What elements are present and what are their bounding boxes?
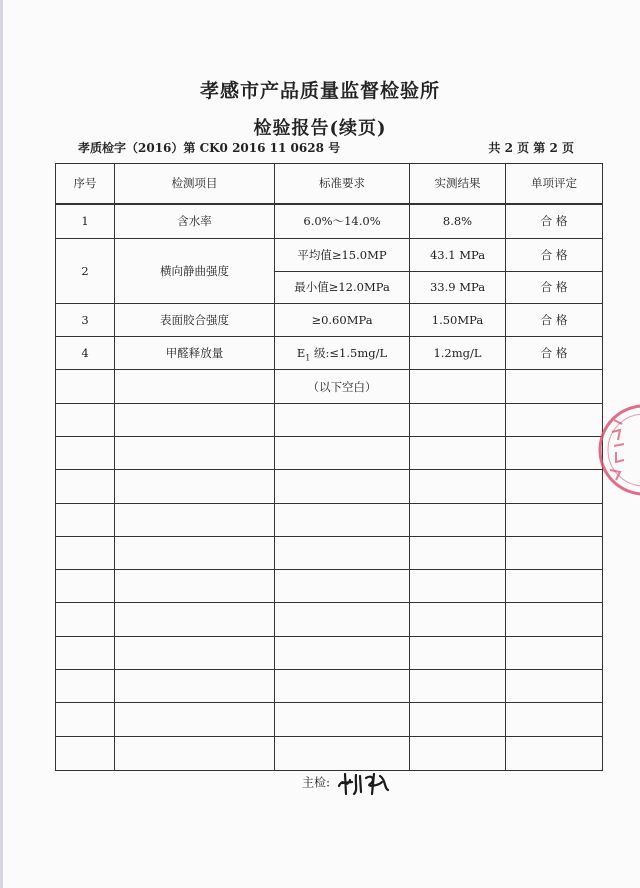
col-header-item: 检测项目 bbox=[115, 164, 275, 204]
inspector-label: 主检: bbox=[302, 775, 331, 790]
row-item: 表面胶合强度 bbox=[115, 303, 275, 336]
col-header-verdict: 单项评定 bbox=[506, 164, 603, 204]
row-verdict: 合 格 bbox=[506, 239, 603, 271]
row-standard: 最小值≥12.0MPa bbox=[275, 271, 410, 303]
blank-cell bbox=[506, 370, 603, 403]
blank-row bbox=[56, 736, 603, 770]
blank-row bbox=[56, 536, 603, 569]
blank-cell bbox=[115, 370, 275, 403]
col-header-no: 序号 bbox=[56, 164, 115, 204]
blank-note: （以下空白） bbox=[275, 370, 410, 403]
row-standard bbox=[275, 337, 410, 370]
row-result: 43.1 MPa bbox=[410, 239, 506, 271]
table-row bbox=[56, 204, 603, 239]
page-count: 共 2 页 第 2 页 bbox=[488, 141, 574, 155]
blank-cell bbox=[410, 370, 506, 403]
row-result: 33.9 MPa bbox=[410, 271, 506, 303]
blank-row bbox=[56, 436, 603, 469]
row-standard: 平均值≥15.0MP bbox=[275, 239, 410, 271]
row-item: 甲醛释放量 bbox=[115, 337, 275, 370]
row-verdict: 合 格 bbox=[506, 271, 603, 303]
row-no: 1 bbox=[56, 204, 115, 239]
col-header-standard: 标准要求 bbox=[275, 164, 410, 204]
row-verdict: 合 格 bbox=[506, 337, 603, 370]
standard-suffix: 级:≤1.5mg/L bbox=[310, 345, 388, 360]
row-no: 2 bbox=[56, 239, 115, 304]
standard-prefix: E bbox=[296, 345, 306, 360]
blank-row bbox=[56, 703, 603, 736]
table-header-row bbox=[56, 164, 603, 204]
row-item: 含水率 bbox=[115, 204, 275, 239]
row-result: 1.2mg/L bbox=[410, 337, 506, 370]
blank-row bbox=[56, 636, 603, 669]
standard-subscript: 1 bbox=[305, 352, 311, 362]
table-row bbox=[56, 239, 603, 271]
blank-row bbox=[56, 403, 603, 436]
inspection-table bbox=[55, 163, 603, 771]
row-verdict: 合 格 bbox=[506, 303, 603, 336]
blank-row bbox=[56, 503, 603, 536]
table-row bbox=[56, 337, 603, 370]
blank-row bbox=[56, 603, 603, 636]
signature-icon bbox=[336, 770, 392, 796]
report-title: 检验报告(续页) bbox=[253, 118, 387, 139]
table-row bbox=[56, 370, 603, 403]
row-result: 8.8% bbox=[410, 204, 506, 239]
blank-row bbox=[56, 470, 603, 503]
row-standard: ≥0.60MPa bbox=[275, 303, 410, 336]
row-no: 3 bbox=[56, 303, 115, 336]
row-item: 横向静曲强度 bbox=[115, 239, 275, 304]
report-number: 孝质检字（2016）第 CK0 2016 11 0628 号 bbox=[78, 141, 341, 155]
seal-icon bbox=[596, 400, 640, 500]
row-standard: 6.0%～14.0% bbox=[275, 204, 410, 239]
row-no: 4 bbox=[56, 337, 115, 370]
table-row bbox=[56, 303, 603, 336]
inspector-line bbox=[302, 770, 392, 796]
row-result: 1.50MPa bbox=[410, 303, 506, 336]
blank-row bbox=[56, 570, 603, 603]
row-verdict: 合 格 bbox=[506, 204, 603, 239]
institute-title: 孝感市产品质量监督检验所 bbox=[199, 80, 440, 102]
blank-row bbox=[56, 669, 603, 702]
col-header-result: 实测结果 bbox=[410, 164, 506, 204]
blank-cell bbox=[56, 370, 115, 403]
